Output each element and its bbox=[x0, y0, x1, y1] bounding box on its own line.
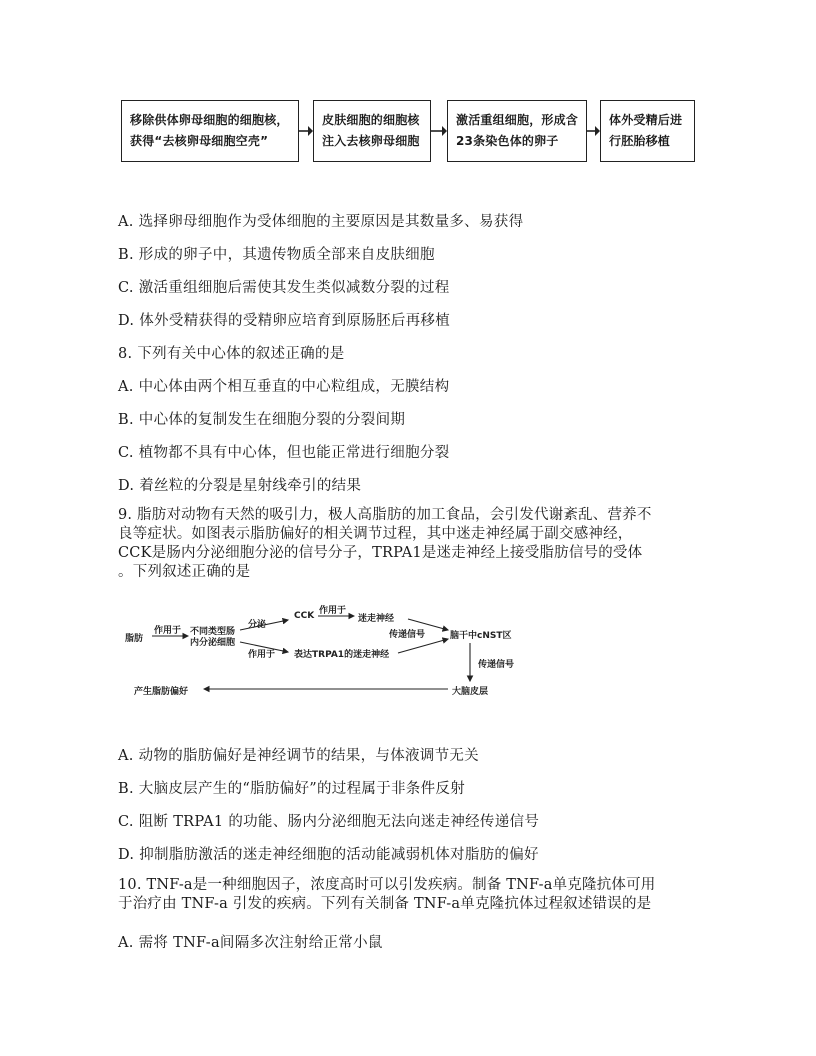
edge-label-signal: 传递信号 bbox=[478, 660, 515, 670]
node-fat-preference: 产生脂肪偏好 bbox=[134, 687, 189, 697]
edge-label-acts-on: 作用于 bbox=[319, 606, 347, 616]
edge-label-secrete: 分泌 bbox=[248, 620, 267, 630]
node-text: 内分泌细胞 bbox=[190, 638, 236, 648]
flow-arrow bbox=[299, 100, 313, 162]
node-trpa1-vagus-nerve: 表达TRPA1的迷走神经 bbox=[294, 650, 390, 660]
node-cck: CCK bbox=[294, 611, 315, 621]
flow-step-activate-cell bbox=[447, 100, 587, 162]
q8-option-d: D. 着丝粒的分裂是星射线牵引的结果 bbox=[118, 478, 362, 494]
flow-step-inject-nucleus bbox=[313, 100, 431, 162]
q9-option-a: A. 动物的脂肪偏好是神经调节的结果，与体液调节无关 bbox=[118, 748, 479, 764]
q9-stem-line: 9. 脂肪对动物有天然的吸引力，极人高脂肪的加工食品，会引发代谢紊乱、营养不 bbox=[118, 507, 652, 523]
flow-arrow bbox=[587, 100, 600, 162]
edge-label-signal: 传递信号 bbox=[389, 630, 426, 640]
q9-option-c: C. 阻断 TRPA1 的功能、肠内分泌细胞无法向迷走神经传递信号 bbox=[118, 814, 540, 830]
q9-stem-line: 。下列叙述正确的是 bbox=[118, 564, 251, 580]
flow-step-text: 行胚胎移植 bbox=[609, 134, 671, 148]
node-brainstem-cnst: 脑干中cNST区 bbox=[450, 631, 512, 641]
procedure-flowchart bbox=[121, 100, 695, 166]
q10-stem bbox=[118, 876, 698, 914]
q9-stem bbox=[118, 506, 698, 582]
q8-stem: 8. 下列有关中心体的叙述正确的是 bbox=[118, 346, 345, 362]
q9-option-d: D. 抑制脂肪激活的迷走神经细胞的活动能减弱机体对脂肪的偏好 bbox=[118, 847, 539, 863]
node-text: 不同类型肠 bbox=[190, 627, 236, 637]
q7-option-c: C. 激活重组细胞后需使其发生类似减数分裂的过程 bbox=[118, 280, 450, 296]
edge-label-acts-on: 作用于 bbox=[248, 650, 276, 660]
q9-option-b: B. 大脑皮层产生的“脂肪偏好”的过程属于非条件反射 bbox=[118, 781, 465, 797]
flow-step-text: 注入去核卵母细胞 bbox=[322, 134, 420, 148]
flow-step-text: 移除供体卵母细胞的细胞核， bbox=[130, 113, 289, 127]
q7-option-d: D. 体外受精获得的受精卵应培育到原肠胚后再移植 bbox=[118, 313, 451, 329]
flow-step-text: 激活重组细胞，形成含 bbox=[456, 113, 579, 127]
fat-preference-diagram bbox=[118, 597, 578, 707]
q10-stem-line: 10. TNF-a是一种细胞因子，浓度高时可以引发疾病。制备 TNF-a单克隆抗体可用 bbox=[118, 877, 656, 893]
q9-stem-line: 良等症状。如图表示脂肪偏好的相关调节过程，其中迷走神经属于副交感神经， bbox=[118, 526, 633, 542]
flow-step-remove-nucleus bbox=[121, 100, 299, 162]
q8-option-b: B. 中心体的复制发生在细胞分裂的分裂间期 bbox=[118, 412, 406, 428]
flow-step-text: 23条染色体的卵子 bbox=[456, 134, 559, 148]
node-cerebral-cortex: 大脑皮层 bbox=[452, 687, 489, 697]
node-enteroendocrine-cells bbox=[190, 627, 235, 649]
q7-option-a: A. 选择卵母细胞作为受体细胞的主要原因是其数量多、易获得 bbox=[118, 214, 524, 230]
q8-option-a: A. 中心体由两个相互垂直的中心粒组成，无膜结构 bbox=[118, 379, 450, 395]
flow-step-text: 体外受精后进 bbox=[609, 113, 683, 127]
edge-label-acts-on: 作用于 bbox=[154, 626, 182, 636]
q10-stem-line: 于治疗由 TNF-a 引发的疾病。下列有关制备 TNF-a单克隆抗体过程叙述错误的是 bbox=[118, 896, 652, 912]
flow-step-text: 获得“去核卵母细胞空壳” bbox=[130, 134, 269, 148]
flow-arrow bbox=[431, 100, 447, 162]
q7-option-b: B. 形成的卵子中，其遗传物质全部来自皮肤细胞 bbox=[118, 247, 435, 263]
flow-step-ivf-transfer bbox=[600, 100, 695, 162]
node-vagus-nerve: 迷走神经 bbox=[358, 614, 395, 624]
q9-stem-line: CCK是肠内分泌细胞分泌的信号分子，TRPA1是迷走神经上接受脂肪信号的受体 bbox=[118, 545, 643, 561]
flow-step-text: 皮肤细胞的细胞核 bbox=[322, 113, 420, 127]
q8-option-c: C. 植物都不具有中心体，但也能正常进行细胞分裂 bbox=[118, 445, 450, 461]
q10-option-a: A. 需将 TNF-a间隔多次注射给正常小鼠 bbox=[118, 935, 383, 951]
node-fat: 脂肪 bbox=[125, 634, 144, 644]
